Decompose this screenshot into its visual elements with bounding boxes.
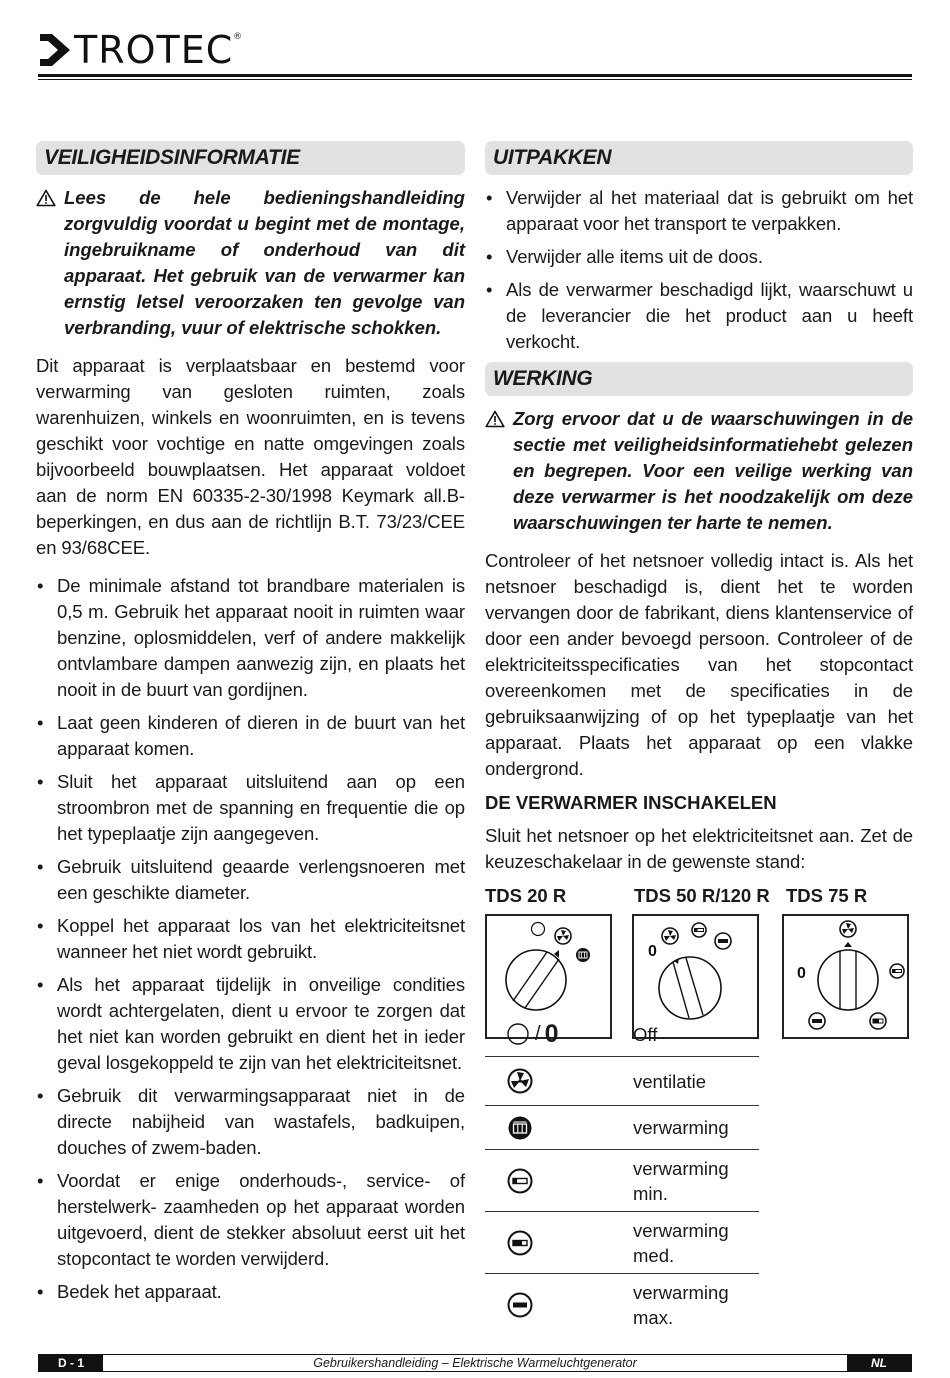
bullet-item: • Sluit het apparaat uitsluitend aan op een stroombron met de spanning en frequentie die op het typeplaatje zijn aangegeven. (36, 769, 465, 847)
header-rule-thin (38, 79, 912, 80)
operation-warning (485, 406, 913, 536)
trotec-logo-mark-icon (38, 32, 72, 68)
logo-text: TROTEC (74, 28, 234, 72)
bullet-item: • Als het apparaat tijdelijk in onveilige condities wordt achtergelaten, dient u ervoor te zorgen dat het niet kan worden gebruikt en dient het in ieder geval losgekoppeld te zijn van het elektriciteitsnet. (36, 972, 465, 1076)
svg-text:0: 0 (648, 943, 657, 960)
heating-icon (507, 1115, 533, 1141)
bullet-item: • Laat geen kinderen of dieren in de buurt van het apparaat komen. (36, 710, 465, 762)
legend-row-off (485, 1012, 759, 1057)
heat-min-icon (507, 1168, 533, 1194)
legend-label: Off (633, 1023, 658, 1045)
switch-heading: DE VERWARMER INSCHAKELEN (485, 792, 777, 813)
left-column (36, 141, 465, 1312)
legend-row-heat-min (485, 1150, 759, 1212)
legend-label: ventilatie (633, 1070, 707, 1092)
bullet-item: • Voordat er enige onderhouds-, service- of herstelwerk- zaamheden op het apparaat worden uitgevoerd, dient de stekker absoluut eerst uit het stopcontact te worden verwijderd. (36, 1168, 465, 1272)
legend-row-heating (485, 1106, 759, 1150)
footer-title: Gebruikershandleiding – Elektrische Warmeluchtgenerator (313, 1356, 637, 1370)
legend-zero: 0 (544, 1019, 559, 1048)
header-rule (38, 74, 912, 77)
bullet-item: • Gebruik dit verwarmingsapparaat niet in de directe nabijheid van wastafels, badkuipen, douches of zwem-baden. (36, 1083, 465, 1161)
heat-med-icon (507, 1230, 533, 1256)
right-column (485, 141, 913, 1046)
unpack-bullet-list (485, 185, 913, 355)
legend-slash: / (535, 1022, 541, 1045)
page-number: D - 1 (39, 1355, 103, 1371)
operation-paragraph: Controleer of het netsnoer volledig intact is. Als het netsnoer beschadigd is, dient het te worden vervangen door de fabrikant, diens klantenservice of door een ander bevoegd persoon. Controleer of de elektriciteitsspecificaties van het stopcontact overeenkomen met de specificaties in de gebruiksaanwijzing of op het typeplaatje van het apparaat. Plaats het apparaat op een vlakke ondergrond. (485, 550, 913, 779)
bullet-item: • Gebruik uitsluitend geaarde verlengsnoeren met een geschikte diameter. (36, 854, 465, 906)
bullet-item: • Als de verwarmer beschadigd lijkt, waarschuwt u de leverancier die het product aan u heeft verkocht. (485, 277, 913, 355)
bullet-item: • De minimale afstand tot brandbare materialen is 0,5 m. Gebruik het apparaat nooit in ruimten waar benzine, oplosmiddelen, verf of andere makkelijk ontvlambare dampen aanwezig zijn, en plaats het nooit in de buurt van gordijnen. (36, 573, 465, 703)
switch-paragraph: Sluit het netsnoer op het elektriciteitsnet aan. Zet de keuzeschakelaar in de gewenste stand: (485, 825, 913, 872)
model-labels (485, 885, 913, 907)
dial-tds75 (782, 914, 909, 1039)
bullet-item: • Koppel het apparaat los van het elektriciteitsnet wanneer het niet wordt gebruikt. (36, 913, 465, 965)
trotec-logo (38, 28, 241, 72)
legend-label: verwarming max. (633, 1282, 729, 1328)
intro-paragraph: Dit apparaat is verplaatsbaar en bestemd voor verwarming van gesloten ruimten, zoals warenhuizen, winkels en woonruimten, en is tevens geschikt voor vochtige en natte omgevingen zoals bijvoorbeeld bouwplaatsen. Het apparaat voldoet aan de norm EN 60335-2-30/1998 Keymark all.B-beperkingen, en dus aan de richtlijn B.T. 73/23/CEE en 93/68CEE. (36, 355, 465, 558)
safety-warning (36, 185, 465, 341)
section-title-safety: VEILIGHEIDSINFORMATIE (36, 141, 465, 175)
section-title-operation: WERKING (485, 362, 913, 396)
logo-registered-mark: ® (234, 31, 241, 41)
legend-row-heat-max (485, 1274, 759, 1336)
page-footer (38, 1354, 912, 1372)
warning-triangle-icon (36, 189, 56, 207)
bullet-item: • Bedek het apparaat. (36, 1279, 465, 1305)
fan-icon (507, 1068, 533, 1094)
language-code: NL (847, 1355, 911, 1371)
legend-row-heat-med (485, 1212, 759, 1274)
legend-label: verwarming (633, 1117, 729, 1138)
switch-legend (485, 1012, 759, 1336)
safety-warning-text: Lees de hele bedieningshandleiding zorgvuldig voordat u begint met de montage, ingebruikname of onderhoud van dit apparaat. Het gebruik van de verwarmer kan ernstig letsel veroorzaken ten gevolge van verbranding, vuur of elektrische schokken. (64, 187, 465, 338)
safety-bullet-list (36, 573, 465, 1305)
legend-label: verwarming med. (633, 1219, 729, 1266)
warning-triangle-icon (485, 410, 505, 428)
model-label-tds50: TDS 50 R/120 R (634, 885, 770, 906)
legend-row-fan (485, 1057, 759, 1106)
operation-warning-text: Zorg ervoor dat u de waarschuwingen in de sectie met veiligheidsinformatiehebt gelezen en begrepen. Voor een veilige werking van deze verwarmer is het noodzakelijk om deze waarschuwingen ter harte te nemen. (513, 408, 913, 533)
bullet-item: • Verwijder alle items uit de doos. (485, 244, 913, 270)
legend-label: verwarming min. (633, 1157, 729, 1204)
model-label-tds20: TDS 20 R (485, 885, 567, 906)
model-label-tds75: TDS 75 R (786, 885, 868, 906)
heat-max-icon (507, 1292, 533, 1318)
bullet-item: • Verwijder al het materiaal dat is gebruikt om het apparaat voor het transport te verpakken. (485, 185, 913, 237)
section-title-unpack: UITPAKKEN (485, 141, 913, 175)
svg-text:0: 0 (797, 965, 806, 982)
